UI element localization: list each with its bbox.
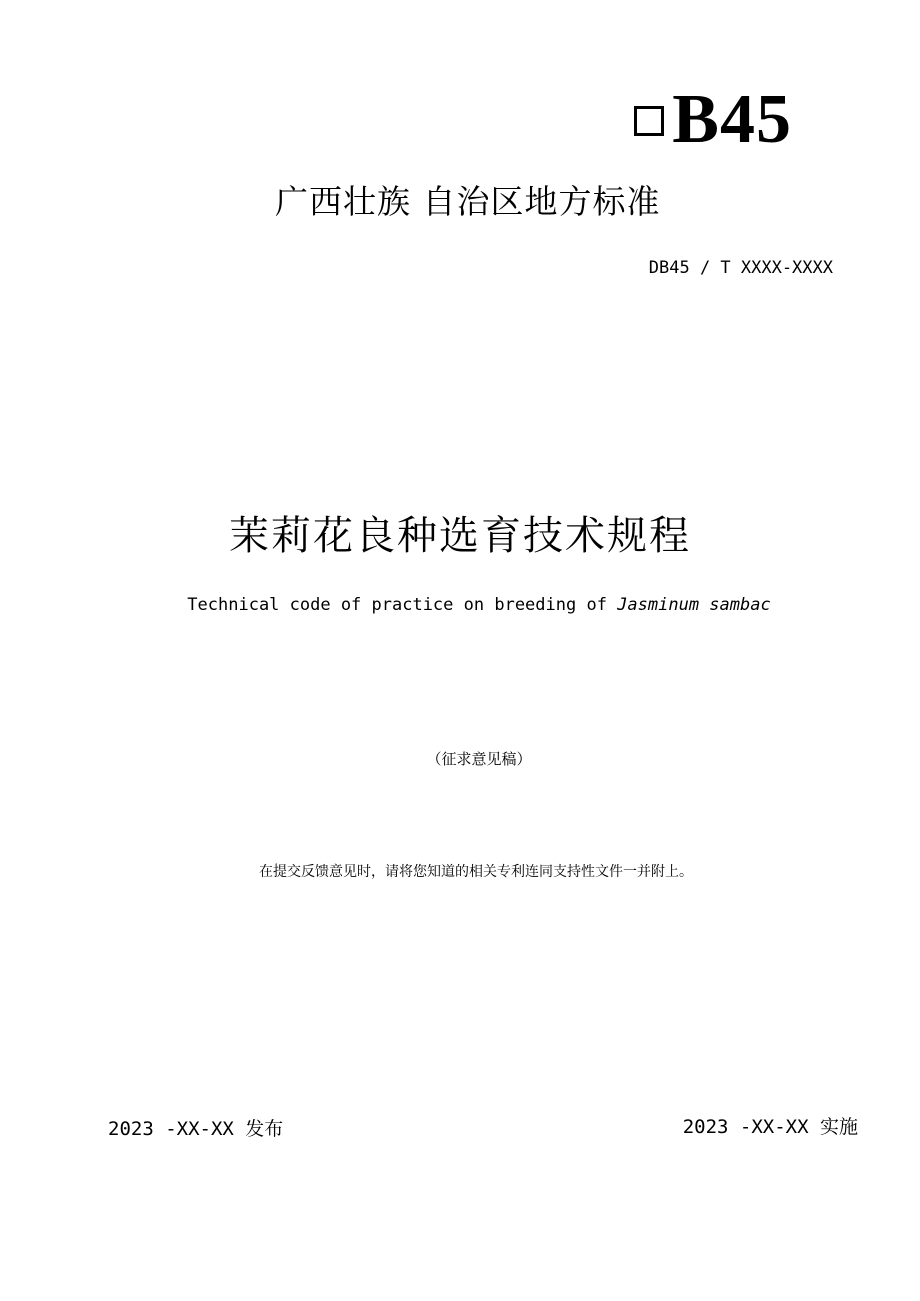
standard-category-title: 广西壮族 自治区地方标准 bbox=[275, 182, 661, 221]
document-title-english-prefix: Technical code of practice on breeding of bbox=[187, 595, 618, 615]
draft-status: （征求意见稿） bbox=[426, 750, 532, 768]
document-title-english bbox=[0, 593, 920, 617]
patent-notice: 在提交反馈意见时，请将您知道的相关专利连同支持性文件一并附上。 bbox=[259, 864, 693, 880]
document-title-english-species: Jasminum sambac bbox=[617, 595, 771, 615]
standard-code-logo bbox=[634, 80, 792, 160]
implementation-date: 2023 -XX-XX 实施 bbox=[682, 1116, 858, 1138]
release-date: 2023 -XX-XX 发布 bbox=[108, 1118, 284, 1140]
standard-number: DB45 / T XXXX-XXXX bbox=[648, 258, 833, 278]
checkbox-square-icon bbox=[634, 106, 664, 136]
document-title-chinese: 茉莉花良种选育技术规程 bbox=[229, 513, 691, 559]
standard-code-text: B45 bbox=[672, 81, 792, 158]
